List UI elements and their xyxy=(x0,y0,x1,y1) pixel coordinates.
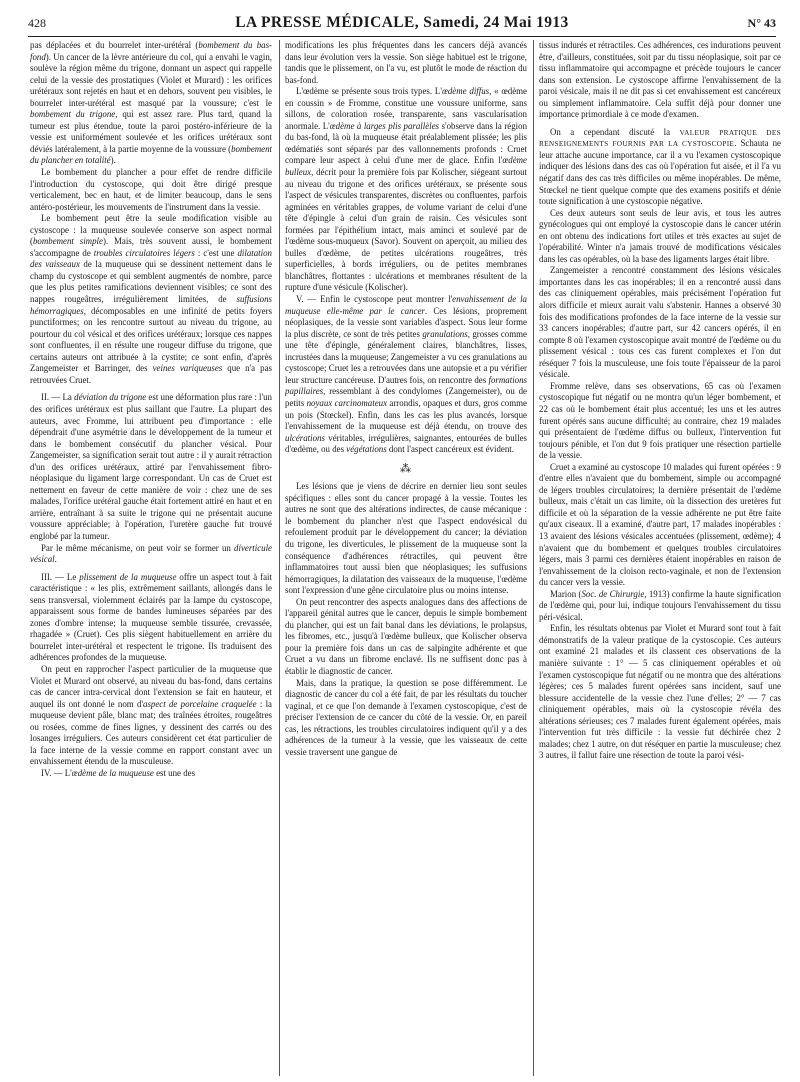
paragraph xyxy=(539,127,781,208)
emphasis: bombement simple xyxy=(32,236,103,247)
emphasis: plissement de la muqueuse xyxy=(79,571,177,582)
column-divider xyxy=(533,40,534,1076)
text: est une des xyxy=(153,767,196,778)
paragraph: Zangemeister a rencontré constamment des lésions vésicales importantes dans les cas inopérables; il en a rencontré aussi dans des cas cliniquement opérables, mais précisément l'opération fut alors difficile et mieux aurait valu s'abstenir. Hannes a observé 30 fois des modifications profondes de la face interne de la vessie sur 33 cancers inopérables; d'autre part, sur 42 cancers opérés, il en compte 8 où l'examen cystoscopique avait montré de l'œdème ou du plissement vésical : tous ces cas furent complexes et l'on dut réséquer 7 fois la musculeuse, une fois toute l'épaisseur de la paroi vésicale. xyxy=(539,265,781,380)
text: pas déplacées et du bourrelet inter-urétéral ( xyxy=(30,40,199,50)
issue-number: N° 43 xyxy=(747,16,776,30)
text: véritables, irrégulières, saignantes, entourées de bulles d'œdème, ou des xyxy=(285,432,527,455)
text: ). xyxy=(110,155,116,166)
text: Par le même mécanisme, on peut voir se former un xyxy=(41,542,235,553)
paragraph xyxy=(30,543,272,566)
paragraph: Fromme relève, dans ses observations, 65 cas où l'examen cystoscopique fut négatif ou ne montra qu'un léger bombement, et 22 cas où le bombement était plus accentué; les uns et les autres furent opérés sans aucune difficulté; au contraire, chez 19 malades qui présentaient de l'œdème diffus ou bulleux, l'intervention fut toujours pénible, et l'on dut 9 fois pratiquer une résection partielle de la vessie. xyxy=(539,380,781,461)
text: , qui est assez rare. Plus tard, quand la tumeur est plus étendue, toute la paroi postéro-inférieure de la vessie est uniformément soulevée et les orifices urétéraux sont déviés latéralement, à la partie moyenne de la voussure ( xyxy=(30,109,272,154)
paragraph xyxy=(285,86,527,294)
paragraph xyxy=(30,40,272,167)
emphasis: déviation du trigone xyxy=(74,392,147,403)
emphasis: œdème à larges plis parallèles xyxy=(329,120,440,131)
text: . Schauta ne leur attache aucune importance, car il a vu l'examen cystoscopique indiquer des lésions dans des cas où l'opération fut aisée, et il l'a vu négatif dans des cas très difficiles ou même inopérables. De même, Stœckel ne tient quelque compte que des examens positifs et dénie toute signification à une cystoscopie négative. xyxy=(539,138,781,207)
emphasis: veines variqueuses xyxy=(152,363,223,374)
text: V. — Enfin le cystoscope peut montrer l' xyxy=(296,294,453,305)
text: ). Un cancer de la lèvre antérieure du col, qui a envahi le vagin, soulève la région même du trigone, donnant un aspect qui rappelle celui de la vessie des prostatiques (Violet et Murard) : les orifices urétéraux sont rejetés en haut et en dehors, souvent peu visibles, le bourrelet inter-urétéral est masqué par la voussure; c'est le xyxy=(30,51,272,108)
text: , ressemblant à des condylomes (Zangemeister), ou de petits xyxy=(285,386,527,408)
paragraph: On peut rencontrer des aspects analogues dans des affections de l'appareil génital autres que le cancer, depuis le simple bombement du plancher, qui est un fait banal dans les déviations, le prolapsus, les fibromes, etc., jusqu'à l'œdème bulleux, que Kolischer observa pour la première fois dans un cas de salpingite adhérente et que Cruet a vu dans un fibrome enclavé. Ils ne suffisent donc pas à établir le diagnostic de cancer. xyxy=(285,596,527,676)
column-divider xyxy=(279,40,280,1076)
emphasis: bombement du bas-fond xyxy=(30,40,272,62)
column-right xyxy=(539,40,781,1078)
text: Marion ( xyxy=(550,588,582,599)
text: dont l'aspect cancéreux est évident. xyxy=(386,444,514,455)
column-left xyxy=(30,40,272,1078)
paragraph xyxy=(539,589,781,624)
paragraph: Le bombement du plancher a pour effet de rendre difficile l'introduction du cystoscope, qui doit être dirigé presque verticalement, bec en haut, et de limiter beaucoup, dans le sens antéro-postérieur, les mouvements de l'instrument dans la vessie. xyxy=(30,167,272,212)
header-rule xyxy=(28,36,776,37)
paragraph-section-iv xyxy=(30,768,272,780)
text: III. — Le xyxy=(41,571,80,582)
text: On a cependant discuté la xyxy=(550,126,680,137)
paragraph: modifications les plus fréquentes dans les cancers déjà avancés dans leur évolution vers la vessie. Son siège habituel est le trigone, tandis que le plissement, on l'a vu, est plutôt le mode de réaction du bas-fond. xyxy=(285,40,527,85)
emphasis: envahissement de la muqueuse elle-même par le cancer xyxy=(285,294,527,316)
journal-title: LA PRESSE MÉDICALE, Samedi, 24 Mai 1913 xyxy=(235,14,569,31)
text: Le bombement peut être la seule modification visible au cystoscope : la muqueuse soulevée conserve son aspect normal ( xyxy=(30,213,272,247)
emphasis: formations papillaires xyxy=(285,374,527,397)
emphasis: œdème bulleux xyxy=(285,155,527,178)
text: , décomposables en une infinité de petits foyers punctiformes; on les rencontre surtout au niveau du trigone, au pourtour du col vésical et des orifices urétéraux; lorsque ces nappes sont confluentes, il en résulte une rougeur diffuse du trigone, que certains auteurs ont attribuée à la cystite; ce sont enfin, d'après Zangemeister et Barringer, des xyxy=(30,305,272,374)
text: offre un aspect tout à fait caractéristique : « les plis, extrêmement saillants, allongés dans le sens transversal, violemment éclairés par la lampe du cystoscope, apparaissent sous forme de bandes lumineuses séparées par des zones d'ombre intense; la muqueuse semble tissurée, crevassée, rhagadée » (Cruet). Ces plis siègent habituellement en arrière du bourrelet inter-urétéral et respectent le trigone. Ils traduisent des adhérences profondes de la muqueuse. xyxy=(30,571,272,663)
text: . xyxy=(54,554,57,565)
text: II. — La xyxy=(41,392,75,403)
paragraph: tissus indurés et rétractiles. Ces adhérences, ces indurations peuvent être, d'ailleurs, constituées, soit par du tissu néoplasique, soit par ce tissu inflammatoire qui accompagne et précède toujours le cancer dans son extension. Le cystoscope affirme l'envahissement de la paroi vésicale, mais il ne dit pas si cet envahissement est cancéreux ou simplement inflammatoire. Cela suffit déjà pour donner une importance primordiale à ce mode d'examen. xyxy=(539,40,781,120)
text: On peut en rapprocher l'aspect particulier de la muqueuse que Violet et Murard ont observé, au niveau du bas-fond, dans certains cas de cancer intra-cervical dont l'extension se fait en hauteur, et auquel ils ont donné le nom d' xyxy=(30,663,272,709)
emphasis: noyaux carcinomateux xyxy=(306,397,388,408)
emphasis: suffusions hémorragiques xyxy=(30,294,272,316)
text: : la muqueuse devient pâle, blanc mat; des traînées étroites, rougeâtres ou rosées, comme de fines lignes, y dessinent des carrés ou des losanges irréguliers. Ces auteurs considèrent cet état particulier de la face interne de la vessie comme en rapport constant avec un envahissement étendu de la musculeuse. xyxy=(30,698,272,767)
text: , 1913) confirme la haute signification de l'œdème qui, pour lui, indique toujours l'envahissement du tissu péri-vésical. xyxy=(539,588,781,622)
paragraph: Mais, dans la pratique, la question se pose différemment. Le diagnostic de cancer du col a été fait, de par les résultats du toucher vaginal, et ce que l'on demande à l'examen cystoscopique, c'est de préciser l'extension de ce cancer du côté de la vessie. Or, en pareil cas, les rétractions, les troubles circulatoires indiquent qu'il y a des adhérences de la tumeur à la vessie, que les vaisseaux de cette vessie traversent une gangue de xyxy=(285,677,527,757)
text: est une déformation plus rare : l'un des orifices urétéraux est plus saillant que l'autre. La plupart des auteurs, avec Fromme, lui attribuent peu d'importance : elle dépendrait d'une asymétrie dans le développement de la tumeur et dans le bombement consécutif du plancher vésical. Pour Zangemeister, sa signification serait tout autre : il y aurait rétraction d'un des orifices urétéraux, attiré par l'envahissement fibro-néoplasique du ligament large correspondant. Un cas de Cruet est nettement en faveur de cette manière de voir : chez une de ses malades, l'orifice urétéral gauche était fortement attiré en haut et en arrière, entraînant à sa suite le trigone qui ne présentait aucune voussure appréciable; à l'opération, l'uretère gauche fut trouvé englobé par la tumeur. xyxy=(30,392,272,541)
text: arrondis, opaques et durs, gros comme un pois (Stœckel). Enfin, dans les cas les plus avancés, lorsque l'envahissement de la muqueuse est déjà étendu, on trouve des xyxy=(285,397,527,432)
page-number: 428 xyxy=(28,16,46,30)
text: IV. — L' xyxy=(41,767,72,778)
paragraph xyxy=(30,213,272,386)
paragraph xyxy=(30,664,272,768)
text: de la muqueuse qui se dessinent nettement dans le champ du cystoscope et qui semblent augmentés de nombre, parce que les plus petites ramifications deviennent visibles; ce sont des nappes rougeâtres, irrégulièrement limitées, de xyxy=(30,259,272,305)
emphasis: bombement du trigone xyxy=(30,109,116,120)
text: : c'est une xyxy=(194,247,238,258)
text: , décrit pour la première fois par Kolischer, siégeant surtout au niveau du trigone et des orifices urétéraux, se présente sous l'aspect de vésicules transparentes, discrètes ou confluentes, parfois agminées en véritables grappes, de volume variant de celui d'une tête d'épingle à celui d'un grain de raisin. Ces vésicules sont formées par l'épithélium intact, mais aminci et soulevé par de l'œdème sous-muqueux (Savor). Souvent on aperçoit, au milieu des bulles d'œdème, de petites ulcérations rougeâtres, très superficielles, à bords irréguliers, ou de petites membranes blanchâtres, flottantes : ulcérations et membranes résultent de la rupture d'une vésicule (Kolischer). xyxy=(285,167,527,293)
emphasis: diverticule vésical xyxy=(30,542,272,565)
emphasis: granulations xyxy=(422,328,468,339)
emphasis: troubles circulatoires légers xyxy=(93,247,195,258)
paragraph-section-iii xyxy=(30,572,272,664)
column-middle xyxy=(285,40,527,1078)
emphasis: aspect de porcelaine craquelée xyxy=(143,698,257,709)
text: , « œdème en coussin » de Fromme, constitue une voussure uniforme, sans sillons, de coloration rosée, transparente, sans vascularisation anormale. L' xyxy=(285,86,527,131)
paragraph-section-v xyxy=(285,294,527,456)
emphasis: bombement du plancher en totalité xyxy=(30,143,272,166)
text: L'œdème se présente sous trois types. L' xyxy=(296,86,442,97)
text: . Ces lésions, proprement néoplasiques, de la vessie sont variables d'aspect. Sous leur forme la plus discrète, ce sont de très petites xyxy=(285,305,527,339)
emphasis: œdème diffus xyxy=(441,86,490,97)
emphasis: œdème de la muqueuse xyxy=(71,767,154,778)
emphasis: dilatation des vaisseaux xyxy=(30,247,272,270)
text: , grosses comme une tête d'épingle, généralement claires, blanchâtres, lisses, incrustées dans la muqueuse; Zangemeister a vu ces granulations au cystoscope; Cruet les a retrouvées dans une autopsie et a pu vérifier leur structure cancéreuse. D'autres fois, on rencontre des xyxy=(285,328,527,385)
page-header xyxy=(28,14,776,36)
paragraph: Les lésions que je viens de décrire en dernier lieu sont seules spécifiques : elles sont du cancer propagé à la vessie. Toutes les autres ne sont que des altérations indirectes, de cause mécanique : le bombement du plancher n'est que l'aspect endovésical du refoulement produit par le développement du cancer; la déviation du trigone, les diverticules, le plissement de la muqueuse sont la conséquence d'adhérences rétractiles, qui peuvent être inflammatoires tout aussi bien que néoplasiques; les suffusions hémorragiques, la dilatation des vaisseaux de la muqueuse, l'œdème sont l'expression d'une gêne circulatoire plus ou moins intense. xyxy=(285,481,527,596)
emphasis: ulcérations xyxy=(285,432,325,443)
emphasis: végétations xyxy=(346,444,387,455)
emphasis: Soc. de Chirurgie xyxy=(581,588,645,599)
section-asterism: ⁂ xyxy=(400,462,412,475)
text: ). Mais, très souvent aussi, le bombement s'accompagne de xyxy=(30,236,272,258)
text: que n'a pas retrouvées Cruet. xyxy=(30,363,272,385)
paragraph-section-ii xyxy=(30,392,272,542)
paragraph: Ces deux auteurs sont seuls de leur avis, et tous les autres gynécologues qui ont employé la cystoscopie dans le cancer utérin en ont obtenu des indications fort utiles et très exactes au sujet de l'opérabilité. Winter n'a jamais trouvé de modifications vésicales dans les cas opérables, où la base des ligaments larges était libre. xyxy=(539,207,781,264)
paragraph: Enfin, les résultats obtenus par Violet et Murard sont tout à fait démonstratifs de la valeur pratique de la cystoscopie. Ces auteurs ont examiné 21 malades et ils classent ces observations de la manière suivante : 1° — 5 cas cliniquement opérables et où l'examen cystoscopique fut négatif ou ne montra que des altérations légères; ces 5 malades furent opérées sans incident, sauf une blessure accidentelle de la vessie chez l'une d'elles; 2° — 7 cas cliniquement opérables, mais où la cystoscopie révéla des altérations sérieuses; ces 7 malades furent également opérées, mais l'intervention fut très difficile : la vessie fut déchirée chez 2 malades; chez 1 autre, on dut réséquer en partie la musculeuse; chez 3 autres, il fallut faire une résection de toute la paroi vési- xyxy=(539,623,781,761)
paragraph: Cruet a examiné au cystoscope 10 malades qui furent opérées : 9 d'entre elles n'avaient que du bombement, simple ou accompagné de légers troubles circulatoires; la dernière présentait de l'œdème bulleux, mais c'était un cas limite, où la dissection des uretères fut difficile et où la séparation de la vessie adhérente ne put être faite qu'aux ciseaux. Il a examiné, d'autre part, 17 malades inopérables : 13 avaient des lésions vésicales accentuées (plissement, œdème); 4 n'avaient que du bombement et quelques troubles circulatoires légers, mais 3 parmi ces dernières étaient inopérables en raison de l'envahissement de la cloison recto-vaginale, et non de l'extension du cancer vers la vessie. xyxy=(539,461,781,588)
text: s'observe dans la région du bas-fond, là où la muqueuse était préalablement plissée; les plis œdématiés sont séparés par des vallonnements profonds : Cruet compare leur aspect à celui d'une mer de glace. Enfin l' xyxy=(285,120,527,166)
small-caps-heading: VALEUR PRATIQUE DES RENSEIGNEMENTS FOURNIS PAR LA CYSTOSCOPIE xyxy=(539,127,781,149)
